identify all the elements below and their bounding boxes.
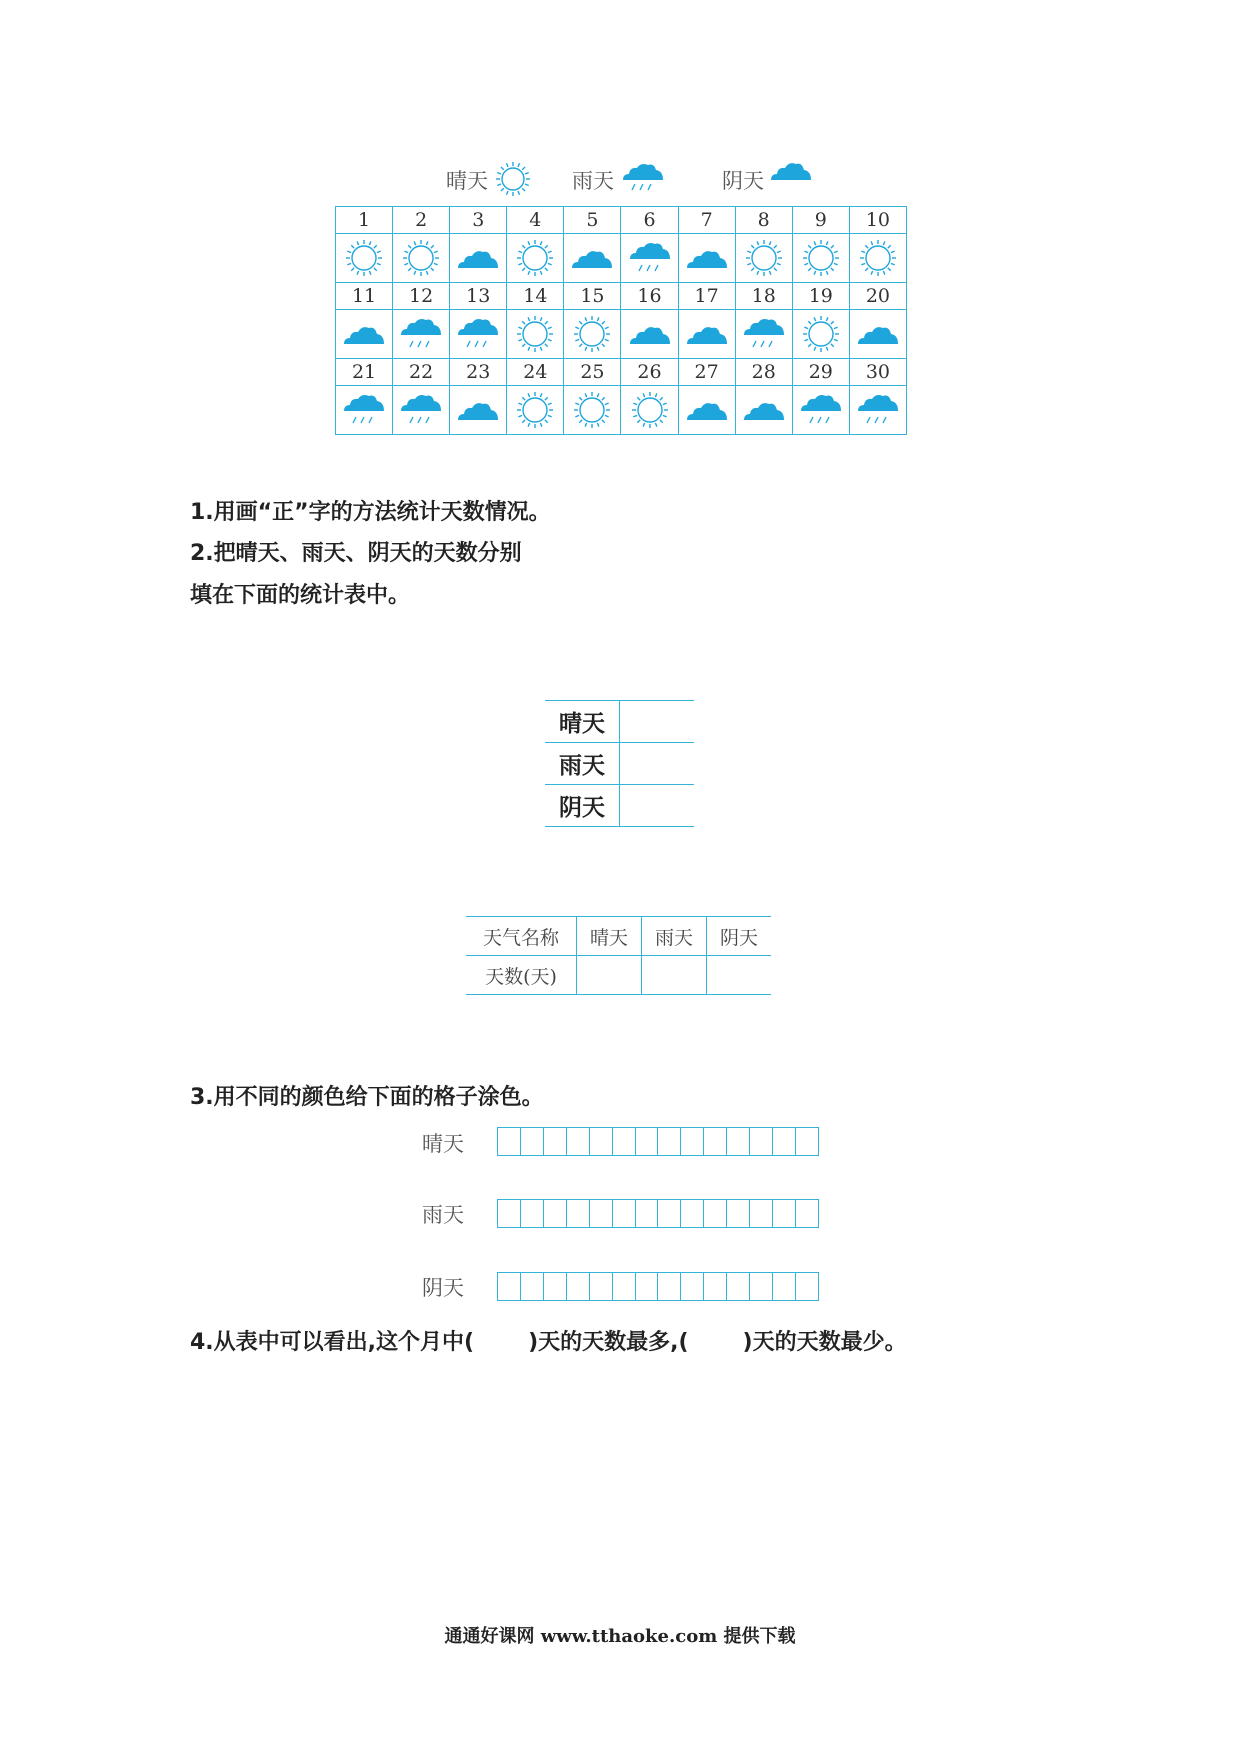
sun-icon [494,160,532,202]
cloud-icon [768,158,814,188]
calendar-weather-cell [621,386,678,435]
sun-icon [515,238,555,278]
statistics-table [466,916,771,995]
color-grid-cell[interactable] [750,1200,773,1227]
calendar-day-number: 22 [393,359,450,386]
calendar-day-number: 21 [336,359,393,386]
color-grid-cell[interactable] [727,1200,750,1227]
calendar-weather-cell [678,234,735,283]
calendar-weather-cell [450,386,507,435]
color-grid-cell[interactable] [658,1128,681,1155]
calendar-weather-cell [507,310,564,359]
tally-row-sunny [545,701,694,743]
stat-cell-rainy[interactable] [642,956,707,995]
calendar-weather-cell [564,234,621,283]
stat-header-cloudy: 阴天 [707,917,772,956]
calendar-weather-cell [507,234,564,283]
calendar-day-number: 14 [507,283,564,310]
color-grid-cell[interactable] [636,1128,659,1155]
color-grid-cell[interactable] [681,1128,704,1155]
tally-label: 晴天 [545,701,620,743]
color-grid-cell[interactable] [658,1273,681,1300]
calendar-weather-cell [849,386,906,435]
sun-icon [858,238,898,278]
color-grid-cell[interactable] [498,1273,521,1300]
color-grid-cell[interactable] [681,1200,704,1227]
calendar-day-number: 20 [849,283,906,310]
color-grid-cell[interactable] [796,1200,818,1227]
tally-label: 阴天 [545,785,620,827]
calendar-weather-row [336,234,907,283]
calendar-weather-cell [849,310,906,359]
calendar-day-number: 17 [678,283,735,310]
calendar-day-number: 13 [450,283,507,310]
color-grid-cell[interactable] [681,1273,704,1300]
calendar-day-number: 30 [849,359,906,386]
calendar-day-number: 3 [450,207,507,234]
calendar-weather-cell [507,386,564,435]
color-grid-cell[interactable] [636,1273,659,1300]
color-grid-cell[interactable] [750,1128,773,1155]
sun-icon [801,314,841,354]
color-grid-cell[interactable] [544,1273,567,1300]
cloud-icon [855,320,901,348]
question-4-part3: )天的天数最少。 [742,1330,907,1355]
calendar-day-number: 24 [507,359,564,386]
cloud-icon [455,396,501,424]
calendar-weather-cell [792,310,849,359]
calendar-weather-cell [336,386,393,435]
rain-cloud-icon [620,160,666,200]
question-4-part1: 4.从表中可以看出,这个月中( [190,1330,475,1355]
calendar-day-number: 1 [336,207,393,234]
calendar-day-number: 10 [849,207,906,234]
color-grid-cell[interactable] [613,1273,636,1300]
cloud-icon [341,320,387,348]
stat-header-sunny: 晴天 [577,917,642,956]
cloud-icon [684,320,730,348]
sun-icon [744,238,784,278]
calendar-day-row [336,283,907,310]
stat-header-label: 天气名称 [466,917,577,956]
calendar-day-number: 5 [564,207,621,234]
calendar-day-row [336,359,907,386]
color-grid-label-rainy: 雨天 [422,1203,464,1227]
calendar-weather-row [336,310,907,359]
calendar-weather-cell [678,386,735,435]
sun-icon [515,314,555,354]
calendar-weather-cell [564,310,621,359]
tally-row-cloudy [545,785,694,827]
color-grid-cell[interactable] [727,1128,750,1155]
color-grid-rainy[interactable] [497,1199,819,1228]
calendar-day-number: 11 [336,283,393,310]
tally-cell[interactable] [620,743,695,785]
stat-row-label: 天数(天) [466,956,577,995]
calendar-day-number: 29 [792,359,849,386]
color-grid-cell[interactable] [498,1128,521,1155]
color-grid-label-cloudy: 阴天 [422,1276,464,1300]
color-grid-cell[interactable] [544,1200,567,1227]
color-grid-cell[interactable] [636,1200,659,1227]
color-grid-cell[interactable] [567,1273,590,1300]
rain-cloud-icon [741,315,787,353]
color-grid-cell[interactable] [521,1200,544,1227]
calendar-weather-cell [393,386,450,435]
calendar-day-number: 16 [621,283,678,310]
legend-cloudy-label: 阴天 [722,169,764,193]
color-grid-cell[interactable] [704,1128,727,1155]
calendar-day-number: 12 [393,283,450,310]
sun-icon [572,390,612,430]
sun-icon [801,238,841,278]
weather-calendar [335,206,907,435]
color-grid-cell[interactable] [773,1200,796,1227]
tally-cell[interactable] [620,785,695,827]
color-grid-cell[interactable] [590,1128,613,1155]
calendar-weather-cell [678,310,735,359]
calendar-weather-cell [621,234,678,283]
calendar-day-number: 18 [735,283,792,310]
calendar-weather-row [336,386,907,435]
calendar-weather-cell [849,234,906,283]
calendar-day-number: 6 [621,207,678,234]
tally-label: 雨天 [545,743,620,785]
question-4 [190,1325,907,1356]
rain-cloud-icon [855,391,901,429]
calendar-weather-cell [564,386,621,435]
legend-sunny-label: 晴天 [446,169,488,193]
sun-icon [630,390,670,430]
question-3: 3.用不同的颜色给下面的格子涂色。 [190,1085,544,1110]
cloud-icon [455,244,501,272]
color-grid-cell[interactable] [658,1200,681,1227]
question-1: 1.用画“正”字的方法统计天数情况。 [190,500,551,525]
color-grid-cell[interactable] [567,1200,590,1227]
color-grid-cell[interactable] [773,1273,796,1300]
stat-header-rainy: 雨天 [642,917,707,956]
rain-cloud-icon [398,391,444,429]
rain-cloud-icon [798,391,844,429]
color-grid-label-sunny: 晴天 [422,1132,464,1156]
rain-cloud-icon [341,391,387,429]
calendar-weather-cell [735,234,792,283]
calendar-day-number: 15 [564,283,621,310]
calendar-weather-cell [336,310,393,359]
calendar-weather-cell [393,234,450,283]
calendar-day-number: 8 [735,207,792,234]
calendar-weather-cell [792,234,849,283]
color-grid-cell[interactable] [590,1273,613,1300]
calendar-weather-cell [336,234,393,283]
color-grid-cell[interactable] [704,1273,727,1300]
cloud-icon [741,396,787,424]
calendar-day-number: 23 [450,359,507,386]
calendar-day-row [336,207,907,234]
cloud-icon [569,244,615,272]
question-2-line2: 填在下面的统计表中。 [190,583,411,608]
tally-table [545,700,694,827]
calendar-day-number: 2 [393,207,450,234]
calendar-day-number: 25 [564,359,621,386]
calendar-weather-cell [621,310,678,359]
rain-cloud-icon [455,315,501,353]
footer-download-note: 通通好课网 www.tthaoke.com 提供下载 [444,1626,796,1647]
stat-value-row [466,956,771,995]
calendar-day-number: 19 [792,283,849,310]
stat-cell-cloudy[interactable] [707,956,772,995]
cloud-icon [684,244,730,272]
color-grid-cell[interactable] [796,1128,818,1155]
color-grid-cell[interactable] [544,1128,567,1155]
rain-cloud-icon [398,315,444,353]
color-grid-cell[interactable] [727,1273,750,1300]
question-4-part2: )天的天数最多,( [528,1330,689,1355]
color-grid-cell[interactable] [590,1200,613,1227]
stat-cell-sunny[interactable] [577,956,642,995]
calendar-day-number: 27 [678,359,735,386]
rain-cloud-icon [627,239,673,277]
color-grid-cell[interactable] [567,1128,590,1155]
calendar-weather-cell [450,310,507,359]
calendar-day-number: 7 [678,207,735,234]
color-grid-cell[interactable] [498,1200,521,1227]
cloud-icon [627,320,673,348]
color-grid-cloudy[interactable] [497,1272,819,1301]
color-grid-cell[interactable] [704,1200,727,1227]
calendar-weather-cell [735,386,792,435]
calendar-day-number: 28 [735,359,792,386]
color-grid-sunny[interactable] [497,1127,819,1156]
color-grid-cell[interactable] [521,1273,544,1300]
question-2-line1: 2.把晴天、雨天、阴天的天数分别 [190,541,522,566]
stat-header-row [466,917,771,956]
calendar-day-number: 26 [621,359,678,386]
calendar-weather-cell [735,310,792,359]
tally-row-rainy [545,743,694,785]
color-grid-cell[interactable] [773,1128,796,1155]
calendar-weather-cell [792,386,849,435]
sun-icon [572,314,612,354]
legend-rainy-label: 雨天 [572,169,614,193]
color-grid-cell[interactable] [613,1128,636,1155]
color-grid-cell[interactable] [750,1273,773,1300]
calendar-day-number: 4 [507,207,564,234]
sun-icon [344,238,384,278]
tally-cell[interactable] [620,701,695,743]
calendar-weather-cell [393,310,450,359]
cloud-icon [684,396,730,424]
color-grid-cell[interactable] [796,1273,818,1300]
sun-icon [515,390,555,430]
calendar-day-number: 9 [792,207,849,234]
calendar-weather-cell [450,234,507,283]
color-grid-cell[interactable] [613,1200,636,1227]
color-grid-cell[interactable] [521,1128,544,1155]
sun-icon [401,238,441,278]
